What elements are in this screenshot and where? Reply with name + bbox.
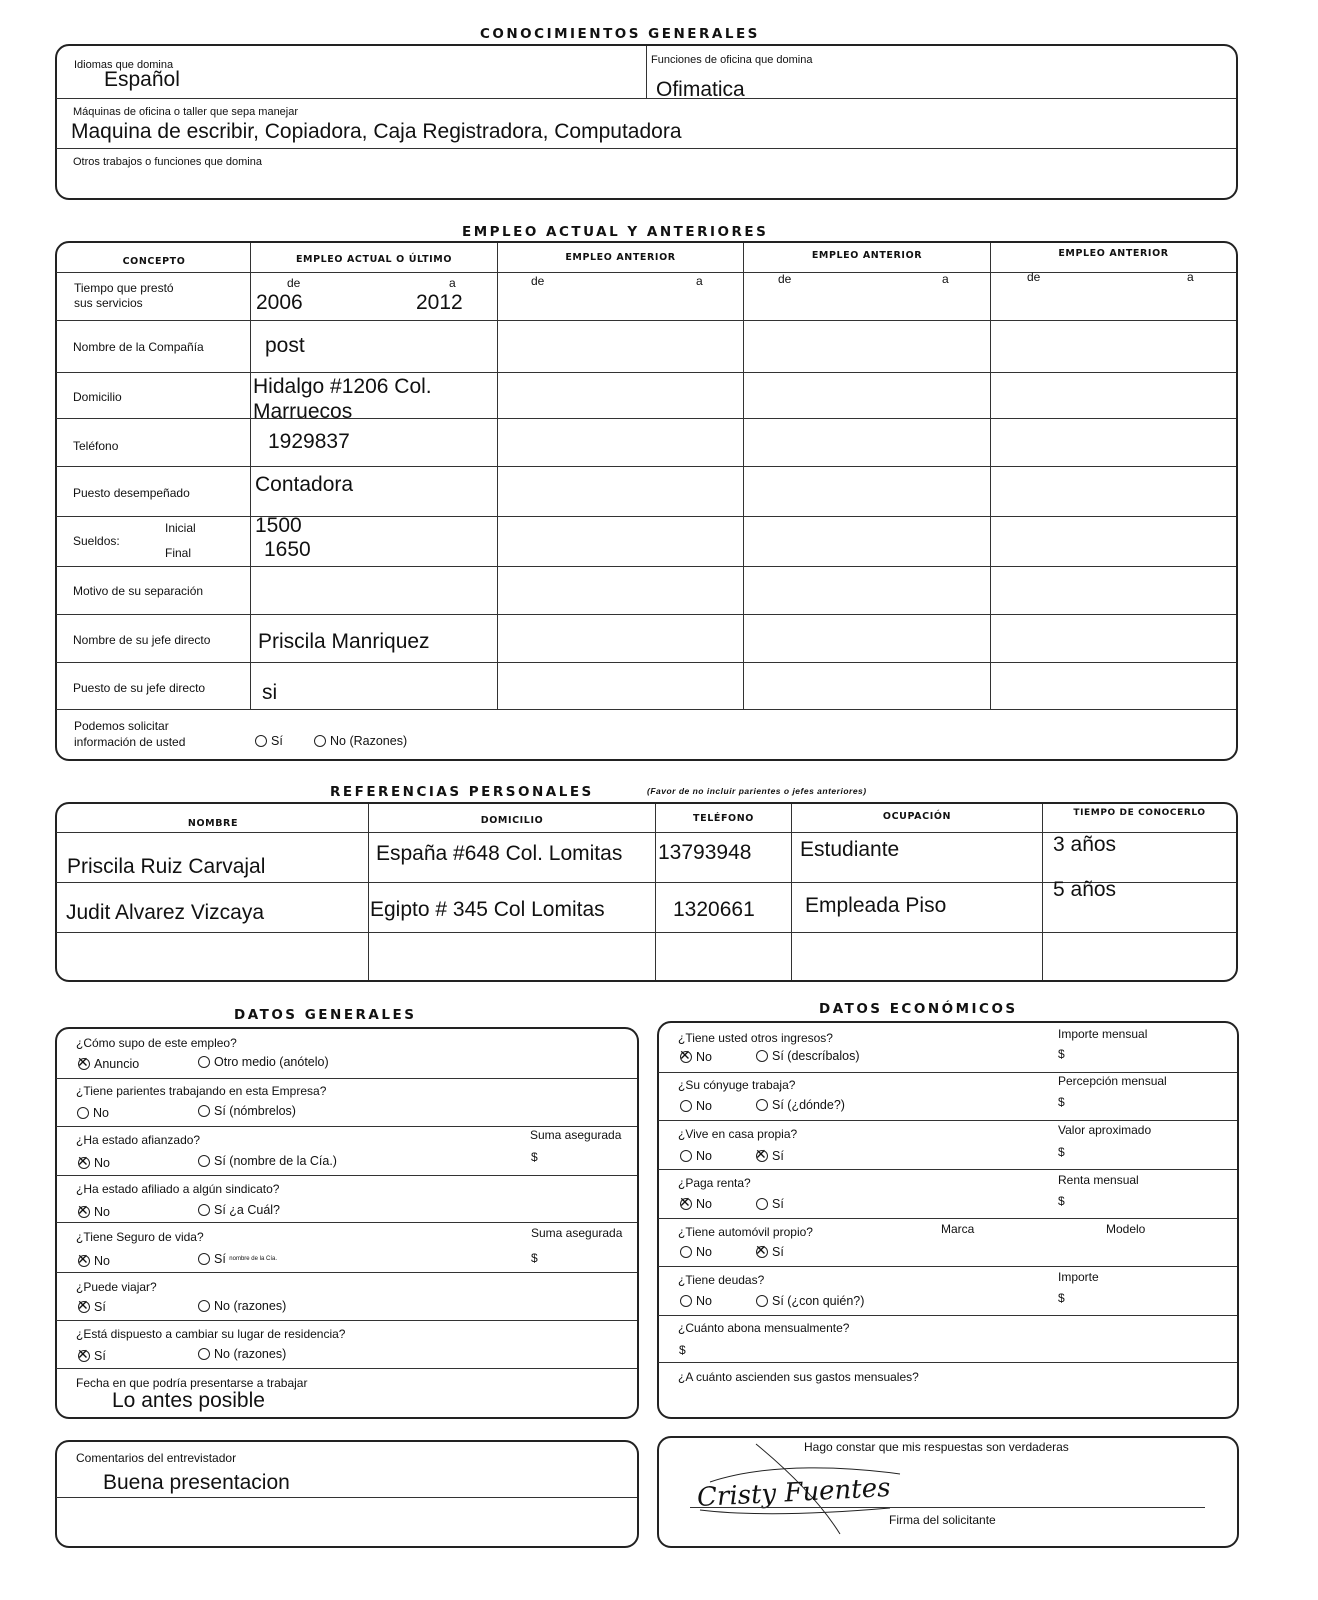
a-label: a [449,276,456,290]
dollar-label: $ [531,1150,538,1164]
automovil-si-radio[interactable]: ✕ Sí [756,1245,784,1259]
row-label-podemos: Podemos solicitar [74,719,169,733]
comentarios-field[interactable]: Buena presentacion [103,1471,290,1494]
viajar-no-radio[interactable]: No (razones) [198,1299,286,1313]
importe-label: Importe [1058,1270,1099,1284]
radio-circle-icon [756,1050,768,1062]
de-label: de [531,274,545,288]
radio-circle-icon [198,1056,210,1068]
row-label-compania: Nombre de la Compañía [73,340,204,354]
checked-radio-icon [78,1157,90,1169]
checked-radio-icon [78,1301,90,1313]
section-title-generales: DATOS GENERALES [234,1007,417,1023]
q-automovil: ¿Tiene automóvil propio? [678,1225,813,1239]
a-label: a [1187,270,1194,284]
sindicato-si-radio[interactable]: Sí ¿a Cuál? [198,1203,280,1217]
header-domicilio: DOMICILIO [480,815,544,826]
seguro-no-radio[interactable]: ✕ No [78,1254,110,1268]
ref1-tiempo-field[interactable]: 3 años [1053,833,1117,856]
row-label-domicilio: Domicilio [73,390,122,404]
row-label-telefono: Teléfono [73,439,119,453]
header-concepto: CONCEPTO [122,256,186,267]
funciones-label: Funciones de oficina que domina [651,54,813,66]
header-empleo-anterior-1: EMPLEO ANTERIOR [565,252,676,263]
podemos-no-radio[interactable]: No (Razones) [314,734,407,748]
q-residencia: ¿Está dispuesto a cambiar su lugar de residencia? [76,1327,346,1341]
puesto-field[interactable]: Contadora [255,473,354,496]
row-label-jefe: Nombre de su jefe directo [73,633,211,647]
row-label-podemos-2: información de usted [74,735,186,749]
q-afianzado: ¿Ha estado afianzado? [76,1133,201,1147]
header-nombre: NOMBRE [187,818,239,829]
domicilio-field-2[interactable]: Marruecos [253,400,353,423]
radio-circle-icon [756,1198,768,1210]
row-label-final: Final [165,546,192,560]
ref2-telefono-field[interactable]: 1320661 [673,898,755,921]
empleo-box [55,241,1238,761]
comentarios-label: Comentarios del entrevistador [76,1451,237,1465]
ingresos-no-radio[interactable]: ✕ No [680,1050,712,1064]
ref1-nombre-field[interactable]: Priscila Ruiz Carvajal [67,855,266,878]
como-supo-otro-radio[interactable]: Otro medio (anótelo) [198,1055,329,1069]
afianzado-no-radio[interactable]: ✕ No [78,1156,110,1170]
viajar-si-radio[interactable]: ✕ Sí [78,1300,106,1314]
ingresos-si-radio[interactable]: Sí (descríbalos) [756,1049,860,1063]
header-empleo-anterior-2: EMPLEO ANTERIOR [811,250,923,261]
checked-radio-icon [756,1150,768,1162]
de-label: de [287,276,301,290]
radio-circle-icon [756,1295,768,1307]
residencia-si-radio[interactable]: ✕ Sí [78,1349,106,1363]
q-viajar: ¿Puede viajar? [76,1280,157,1294]
casa-no-radio[interactable]: No [680,1149,712,1163]
a-label: a [696,274,703,288]
checked-radio-icon [78,1255,90,1267]
q-como-supo: ¿Cómo supo de este empleo? [76,1036,237,1050]
section-title-economicos: DATOS ECONÓMICOS [819,1001,1018,1017]
q-parientes: ¿Tiene parientes trabajando en esta Empresa? [76,1084,327,1098]
parientes-si-radio[interactable]: Sí (nómbrelos) [198,1104,296,1118]
otros-field[interactable] [300,170,1230,190]
header-empleo-anterior-3: EMPLEO ANTERIOR [1058,248,1169,259]
maquinas-label: Máquinas de oficina o taller que sepa manejar [73,106,299,118]
valor-aproximado-label: Valor aproximado [1058,1123,1152,1137]
modelo-label: Modelo [1106,1222,1146,1236]
radio-circle-icon [255,735,267,747]
q-fecha-presentarse: Fecha en que podría presentarse a trabajar [76,1376,308,1390]
conyuge-no-radio[interactable]: No [680,1099,712,1113]
a-label: a [942,272,949,286]
puesto-jefe-field[interactable]: si [262,681,278,704]
q-seguro-vida: ¿Tiene Seguro de vida? [76,1230,204,1244]
firma-label: Firma del solicitante [889,1513,996,1527]
funciones-field[interactable]: Ofimatica [656,78,745,101]
empleo-hasta-field[interactable]: 2012 [416,291,463,314]
deudas-no-radio[interactable]: No [680,1294,712,1308]
idiomas-label: Idiomas que domina [74,59,174,71]
radio-circle-icon [77,1107,89,1119]
checked-radio-icon [78,1058,90,1070]
radio-circle-icon [198,1204,210,1216]
q-conyuge: ¿Su cónyuge trabaja? [678,1078,796,1092]
percepcion-mensual-label: Percepción mensual [1058,1074,1167,1088]
radio-circle-icon [680,1100,692,1112]
section-title-referencias: REFERENCIAS PERSONALES [330,784,594,800]
header-telefono: TELÉFONO [693,813,754,824]
gastos-mensuales-field[interactable] [680,1388,1220,1410]
sueldo-final-field[interactable]: 1650 [264,538,311,561]
signature: Cristy Fuentes [696,1472,892,1514]
conyuge-si-radio[interactable]: Sí (¿dónde?) [756,1098,845,1112]
dollar-label: $ [1058,1095,1065,1109]
q-otros-ingresos: ¿Tiene usted otros ingresos? [678,1031,833,1045]
sindicato-no-radio[interactable]: ✕ No [78,1205,110,1219]
residencia-no-radio[interactable]: No (razones) [198,1347,286,1361]
domicilio-field[interactable]: Hidalgo #1206 Col. [253,375,432,398]
checked-radio-icon [78,1350,90,1362]
ref2-nombre-field[interactable]: Judit Alvarez Vizcaya [66,901,265,924]
checked-radio-icon [78,1206,90,1218]
jefe-field[interactable]: Priscila Manriquez [258,630,430,653]
automovil-no-radio[interactable]: No [680,1245,712,1259]
row-label-puesto-jefe: Puesto de su jefe directo [73,681,206,695]
radio-circle-icon [198,1105,210,1117]
dollar-label: $ [1058,1145,1065,1159]
row-label-sueldos: Sueldos: [73,534,120,548]
header-tiempo: TIEMPO DE CONOCERLO [1073,808,1206,818]
header-empleo-actual: EMPLEO ACTUAL O ÚLTIMO [295,254,453,265]
q-abona-mensual: ¿Cuánto abona mensualmente? [678,1321,850,1335]
q-sindicato: ¿Ha estado afiliado a algún sindicato? [76,1182,280,1196]
podemos-si-radio[interactable]: Sí [255,734,283,748]
radio-circle-icon [756,1099,768,1111]
de-label: de [778,272,792,286]
ref2-ocupacion-field[interactable]: Empleada Piso [805,894,947,917]
dollar-label: $ [679,1343,686,1357]
ref2-tiempo-field[interactable]: 5 años [1053,878,1117,901]
como-supo-anuncio-radio[interactable]: ✕ Anuncio [78,1057,139,1071]
ref1-ocupacion-field[interactable]: Estudiante [800,838,900,861]
header-ocupacion: OCUPACIÓN [882,811,952,822]
row-label-tiempo: Tiempo que prestó [74,281,174,295]
dollar-label: $ [1058,1047,1065,1061]
otros-label: Otros trabajos o funciones que domina [73,156,262,168]
deudas-si-radio[interactable]: Sí (¿con quién?) [756,1294,864,1308]
q-casa-propia: ¿Vive en casa propia? [678,1127,798,1141]
casa-si-radio[interactable]: ✕ Sí [756,1149,784,1163]
importe-mensual-label: Importe mensual [1058,1027,1148,1041]
radio-circle-icon [680,1246,692,1258]
radio-circle-icon [198,1253,210,1265]
referencias-subtitle: (Favor de no incluir parientes o jefes anteriores) [647,786,867,796]
idiomas-field[interactable]: Español [104,68,180,91]
section-title-conocimientos: CONOCIMIENTOS GENERALES [480,26,760,42]
dollar-label: $ [531,1251,538,1265]
radio-circle-icon [314,735,326,747]
row-label-tiempo-2: sus servicios [74,296,143,310]
parientes-no-radio[interactable]: No [77,1106,109,1120]
radio-circle-icon [680,1150,692,1162]
renta-mensual-label: Renta mensual [1058,1173,1139,1187]
radio-circle-icon [198,1155,210,1167]
checked-radio-icon [680,1051,692,1063]
compania-field[interactable]: post [265,334,305,357]
maquinas-field[interactable]: Maquina de escribir, Copiadora, Caja Registradora, Computadora [71,120,682,143]
q-gastos-mensuales: ¿A cuánto ascienden sus gastos mensuales? [678,1370,919,1384]
q-paga-renta: ¿Paga renta? [678,1176,751,1190]
fecha-presentarse-field[interactable]: Lo antes posible [112,1389,265,1412]
renta-si-radio[interactable]: Sí [756,1197,784,1211]
row-label-inicial: Inicial [165,521,196,535]
checked-radio-icon [756,1246,768,1258]
dollar-label: $ [1058,1194,1065,1208]
seguro-si-radio[interactable]: Sí nombre de la Cía. [198,1252,277,1266]
checked-radio-icon [680,1198,692,1210]
ref1-telefono-field[interactable]: 13793948 [658,841,752,864]
marca-label: Marca [941,1222,975,1236]
firma-header: Hago constar que mis respuestas son verdaderas [804,1440,1069,1454]
q-deudas: ¿Tiene deudas? [678,1273,765,1287]
empleo-desde-field[interactable]: 2006 [256,291,303,314]
row-label-puesto: Puesto desempeñado [73,486,190,500]
radio-circle-icon [198,1348,210,1360]
ref2-domicilio-field[interactable]: Egipto # 345 Col Lomitas [370,898,605,921]
radio-circle-icon [198,1300,210,1312]
telefono-field[interactable]: 1929837 [268,430,350,453]
radio-circle-icon [680,1295,692,1307]
dollar-label: $ [1058,1291,1065,1305]
section-title-empleo: EMPLEO ACTUAL Y ANTERIORES [462,224,769,240]
ref1-domicilio-field[interactable]: España #648 Col. Lomitas [376,842,623,865]
renta-no-radio[interactable]: ✕ No [680,1197,712,1211]
suma-asegurada-label: Suma asegurada [531,1226,623,1240]
de-label: de [1027,270,1041,284]
row-label-motivo: Motivo de su separación [73,584,204,598]
afianzado-si-radio[interactable]: Sí (nombre de la Cía.) [198,1154,337,1168]
suma-asegurada-label: Suma asegurada [530,1128,622,1142]
sueldo-inicial-field[interactable]: 1500 [255,514,302,537]
